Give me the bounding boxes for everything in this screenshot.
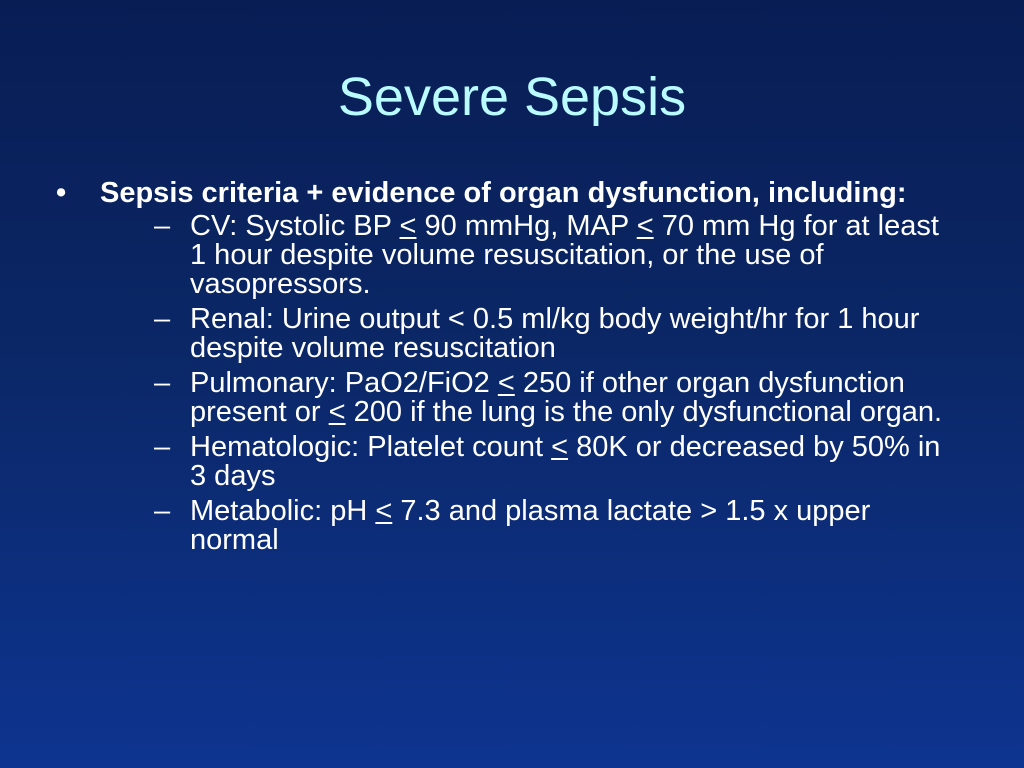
sub-item-metabolic	[154, 497, 956, 555]
main-bullet-text: Sepsis criteria + evidence of organ dysfunction, including:	[100, 177, 907, 209]
sub-item-text: Renal: Urine output < 0.5 ml/kg body weight/hr for 1 hour despite volume resuscitation	[190, 303, 920, 364]
sub-bullet-list	[100, 212, 956, 555]
sub-item-renal	[154, 305, 956, 363]
le-symbol: <	[636, 210, 654, 242]
dash-marker: –	[154, 210, 171, 242]
dash-marker: –	[154, 495, 171, 527]
sub-item-hematologic	[154, 433, 956, 491]
slide-title: Severe Sepsis	[337, 67, 687, 127]
sub-item-text: 80K or decreased by 50% in 3 days	[190, 431, 941, 492]
le-symbol: <	[375, 495, 393, 527]
sub-item-text: 70 mm Hg for at least 1 hour despite volume resuscitation, or the use of vasopressors.	[190, 210, 939, 300]
sub-item-cv	[154, 212, 956, 299]
sub-item-text: 7.3 and plasma lactate > 1.5 x upper normal	[190, 495, 871, 556]
le-symbol: <	[551, 431, 569, 463]
slide-body	[56, 178, 956, 561]
sub-item-text: Pulmonary: PaO2/FiO2	[190, 367, 498, 399]
sub-item-text: 90 mmHg, MAP	[416, 210, 637, 242]
sub-item-text: Hematologic: Platelet count	[190, 431, 552, 463]
dash-marker: –	[154, 367, 171, 399]
dash-marker: –	[154, 431, 171, 463]
sub-item-text: 200 if the lung is the only dysfunctional organ.	[345, 396, 943, 428]
dash-marker: –	[154, 303, 171, 335]
sub-item-text: Metabolic: pH	[190, 495, 376, 527]
bullet-marker: •	[56, 177, 67, 209]
le-symbol: <	[497, 367, 515, 399]
sub-item-text: 250 if other organ dysfunction present or	[190, 367, 905, 428]
sub-item-pulmonary	[154, 369, 956, 427]
sub-item-text: CV: Systolic BP	[190, 210, 400, 242]
main-bullet	[56, 178, 956, 555]
le-symbol: <	[328, 396, 346, 428]
le-symbol: <	[399, 210, 417, 242]
